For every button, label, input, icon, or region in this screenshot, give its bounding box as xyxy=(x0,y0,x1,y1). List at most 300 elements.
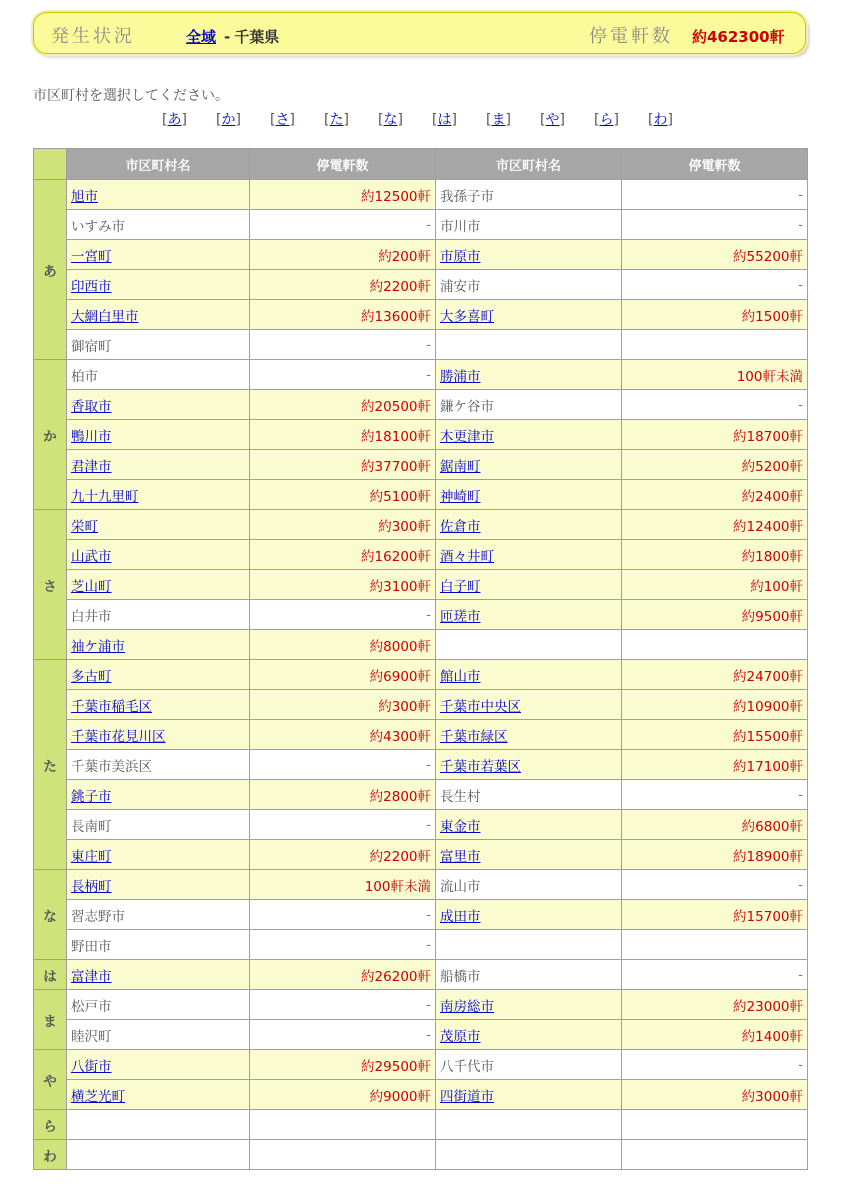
outage-count-cell xyxy=(622,180,808,210)
city-name: 柏市 xyxy=(71,368,98,385)
bracket-open: [ xyxy=(594,112,600,128)
city-name: 御宿町 xyxy=(71,338,112,355)
bracket-open: [ xyxy=(270,112,276,128)
city-link[interactable]: 白子町 xyxy=(440,578,481,595)
table-row xyxy=(34,360,808,390)
outage-count-value: 約23000軒 xyxy=(733,998,803,1015)
outage-count-cell xyxy=(250,1140,436,1170)
outage-count-value: 約2200軒 xyxy=(369,278,431,295)
city-name-cell xyxy=(436,300,622,330)
city-name-cell xyxy=(436,1050,622,1080)
outage-count-cell xyxy=(250,240,436,270)
outage-count-value: 約1500軒 xyxy=(741,308,803,325)
outage-count-cell xyxy=(250,810,436,840)
city-link[interactable]: 館山市 xyxy=(440,668,481,685)
outage-count-cell xyxy=(250,480,436,510)
city-link[interactable]: 鴨川市 xyxy=(71,428,112,445)
outage-count-cell xyxy=(622,720,808,750)
status-header-bar xyxy=(33,12,806,54)
outage-count-value: 約1400軒 xyxy=(741,1028,803,1045)
city-name-cell xyxy=(436,1020,622,1050)
city-name-cell xyxy=(67,1050,250,1080)
outage-count-cell xyxy=(622,420,808,450)
city-name: 松戸市 xyxy=(71,998,112,1015)
table-row xyxy=(34,570,808,600)
kana-nav-link[interactable]: あ xyxy=(167,112,182,128)
outage-count-value: - xyxy=(426,816,431,833)
outage-count-cell xyxy=(622,990,808,1020)
city-link[interactable]: 酒々井町 xyxy=(440,548,494,565)
outage-count-value: 約17100軒 xyxy=(733,758,803,775)
outage-count-cell xyxy=(250,300,436,330)
city-name-cell xyxy=(436,240,622,270)
table-row xyxy=(34,510,808,540)
outage-count-value: 約5200軒 xyxy=(741,458,803,475)
outage-count-cell xyxy=(622,840,808,870)
city-name-cell xyxy=(436,210,622,240)
city-link[interactable]: 袖ケ浦市 xyxy=(71,638,125,655)
kana-nav-item xyxy=(216,109,241,129)
table-row xyxy=(34,660,808,690)
kana-group-label: か xyxy=(34,360,67,510)
city-name-cell xyxy=(436,960,622,990)
city-name-cell xyxy=(436,390,622,420)
outage-count-cell xyxy=(622,570,808,600)
bracket-open: [ xyxy=(486,112,492,128)
outage-count-cell xyxy=(622,330,808,360)
outage-count-value: - xyxy=(426,366,431,383)
city-outage-table xyxy=(33,148,808,1170)
city-link[interactable]: 千葉市若葉区 xyxy=(440,758,521,775)
city-name-cell xyxy=(436,990,622,1020)
outage-count-cell xyxy=(622,360,808,390)
city-name-cell xyxy=(436,840,622,870)
city-name-cell xyxy=(67,390,250,420)
outage-count-cell xyxy=(250,1080,436,1110)
city-name-cell xyxy=(436,930,622,960)
city-link[interactable]: 南房総市 xyxy=(440,998,494,1015)
outage-count-cell xyxy=(250,630,436,660)
outage-count-cell xyxy=(250,1020,436,1050)
city-link[interactable]: 大網白里市 xyxy=(71,308,139,325)
outage-count-cell xyxy=(622,810,808,840)
city-name-cell xyxy=(67,750,250,780)
outage-count-value: 約20500軒 xyxy=(361,398,431,415)
city-name-cell xyxy=(436,540,622,570)
outage-count-value: 約300軒 xyxy=(378,518,431,535)
city-link[interactable]: 四街道市 xyxy=(440,1088,494,1105)
outage-count-cell xyxy=(622,270,808,300)
prefecture-name: 千葉県 xyxy=(234,28,280,46)
outage-count-cell xyxy=(250,750,436,780)
outage-count-cell xyxy=(622,1050,808,1080)
outage-count-cell xyxy=(622,450,808,480)
city-link[interactable]: 鋸南町 xyxy=(440,458,481,475)
area-all-link[interactable]: 全域 xyxy=(186,28,217,46)
outage-count-cell xyxy=(250,990,436,1020)
city-name-cell xyxy=(436,660,622,690)
city-name: 流山市 xyxy=(440,878,481,895)
outage-count-cell xyxy=(622,630,808,660)
city-link[interactable]: 君津市 xyxy=(71,458,112,475)
city-link[interactable]: 東庄町 xyxy=(71,848,112,865)
outage-count-value: 約9500軒 xyxy=(741,608,803,625)
table-row xyxy=(34,1110,808,1140)
table-row xyxy=(34,1140,808,1170)
city-name: 睦沢町 xyxy=(71,1028,112,1045)
outage-count-cell xyxy=(250,1050,436,1080)
outage-count-cell xyxy=(250,600,436,630)
city-link[interactable]: 東金市 xyxy=(440,818,481,835)
select-city-instruction: 市区町村を選択してください。 xyxy=(33,88,229,104)
outage-count-cell xyxy=(622,540,808,570)
bracket-open: [ xyxy=(540,112,546,128)
city-link[interactable]: 茂原市 xyxy=(440,1028,481,1045)
city-name: 我孫子市 xyxy=(440,188,494,205)
city-name-cell xyxy=(67,630,250,660)
kana-group-label: な xyxy=(34,870,67,960)
column-header-city-name-left: 市区町村名 xyxy=(67,149,250,180)
outage-count-cell xyxy=(250,210,436,240)
outage-count-value: 100軒未満 xyxy=(736,368,803,385)
city-link[interactable]: 大多喜町 xyxy=(440,308,494,325)
city-link[interactable]: 印西市 xyxy=(71,278,112,295)
kana-group-label: は xyxy=(34,960,67,990)
table-row xyxy=(34,780,808,810)
outage-count-value: 約15500軒 xyxy=(733,728,803,745)
bracket-close: ] xyxy=(613,112,619,128)
table-row xyxy=(34,930,808,960)
city-name-cell xyxy=(436,780,622,810)
table-row xyxy=(34,330,808,360)
city-link[interactable]: 神崎町 xyxy=(440,488,481,505)
city-name-cell xyxy=(67,990,250,1020)
city-name-cell xyxy=(436,600,622,630)
city-name-cell xyxy=(436,270,622,300)
outage-count-cell xyxy=(250,510,436,540)
city-name-cell xyxy=(67,420,250,450)
outage-count-value: - xyxy=(426,1026,431,1043)
outage-count-value: 約2400軒 xyxy=(741,488,803,505)
outage-count-value: 約1800軒 xyxy=(741,548,803,565)
city-link[interactable]: 旭市 xyxy=(71,188,98,205)
city-link[interactable]: 横芝光町 xyxy=(71,1088,125,1105)
city-name: 習志野市 xyxy=(71,908,125,925)
outage-count-cell xyxy=(250,840,436,870)
outage-count-value: - xyxy=(798,966,803,983)
city-name-cell xyxy=(67,960,250,990)
city-link[interactable]: 勝浦市 xyxy=(440,368,481,385)
city-name-cell xyxy=(67,840,250,870)
outage-count-cell xyxy=(250,270,436,300)
outage-count-cell xyxy=(250,1110,436,1140)
table-row xyxy=(34,450,808,480)
outage-count-value: 約9000軒 xyxy=(369,1088,431,1105)
city-name-cell xyxy=(67,600,250,630)
city-link[interactable]: 一宮町 xyxy=(71,248,112,265)
city-link[interactable]: 芝山町 xyxy=(71,578,112,595)
bracket-close: ] xyxy=(343,112,349,128)
outage-count-cell xyxy=(250,390,436,420)
kana-group-label: た xyxy=(34,660,67,870)
kana-nav-link[interactable]: ら xyxy=(599,112,614,128)
city-name-cell xyxy=(67,540,250,570)
table-row xyxy=(34,900,808,930)
city-link[interactable]: 匝瑳市 xyxy=(440,608,481,625)
city-name-cell xyxy=(67,780,250,810)
outage-count-cell xyxy=(622,1110,808,1140)
city-name-cell xyxy=(67,900,250,930)
outage-count-value: 約3000軒 xyxy=(741,1088,803,1105)
outage-count-value: 約26200軒 xyxy=(361,968,431,985)
outage-count-value: 約16200軒 xyxy=(361,548,431,565)
outage-count-value: - xyxy=(426,756,431,773)
outage-count-cell xyxy=(622,1080,808,1110)
outage-count-value: - xyxy=(426,606,431,623)
city-link[interactable]: 銚子市 xyxy=(71,788,112,805)
bracket-close: ] xyxy=(235,112,241,128)
outage-count-value: 約29500軒 xyxy=(361,1058,431,1075)
bracket-open: [ xyxy=(432,112,438,128)
table-row xyxy=(34,1050,808,1080)
outage-count-value: 約12400軒 xyxy=(733,518,803,535)
kana-group-label: や xyxy=(34,1050,67,1110)
outage-count-cell xyxy=(622,480,808,510)
city-link[interactable]: 山武市 xyxy=(71,548,112,565)
city-link[interactable]: 多古町 xyxy=(71,668,112,685)
city-name-cell xyxy=(67,570,250,600)
table-row xyxy=(34,870,808,900)
city-name-cell xyxy=(67,1140,250,1170)
outage-count-cell xyxy=(250,720,436,750)
city-link[interactable]: 長柄町 xyxy=(71,878,112,895)
city-link[interactable]: 八街市 xyxy=(71,1058,112,1075)
outage-count-cell xyxy=(622,960,808,990)
kana-nav-link[interactable]: ま xyxy=(491,112,506,128)
outage-count-cell xyxy=(622,660,808,690)
city-name-cell xyxy=(67,1080,250,1110)
outage-count-cell xyxy=(622,510,808,540)
kana-nav-item xyxy=(594,109,619,129)
city-name-cell xyxy=(67,240,250,270)
city-link[interactable]: 市原市 xyxy=(440,248,481,265)
outage-count-value: 約15700軒 xyxy=(733,908,803,925)
outage-count-value: - xyxy=(798,1056,803,1073)
outage-count-value: - xyxy=(426,906,431,923)
city-name: 浦安市 xyxy=(440,278,481,295)
outage-count-value: 約3100軒 xyxy=(369,578,431,595)
city-name-cell xyxy=(67,720,250,750)
city-name-cell xyxy=(436,420,622,450)
outage-count-cell xyxy=(250,870,436,900)
city-name-cell xyxy=(67,330,250,360)
city-name-cell xyxy=(67,1020,250,1050)
outage-count-cell xyxy=(250,930,436,960)
outage-count-value: 約55200軒 xyxy=(733,248,803,265)
outage-count-value: 約24700軒 xyxy=(733,668,803,685)
column-header-outage-count-left: 停電軒数 xyxy=(250,149,436,180)
city-link[interactable]: 千葉市中央区 xyxy=(440,698,521,715)
outage-count-value: 約37700軒 xyxy=(361,458,431,475)
city-name-cell xyxy=(436,180,622,210)
city-link[interactable]: 成田市 xyxy=(440,908,481,925)
outage-count-cell xyxy=(622,870,808,900)
city-link[interactable]: 富津市 xyxy=(71,968,112,985)
city-name-cell xyxy=(67,480,250,510)
city-name-cell xyxy=(436,360,622,390)
kana-nav-link[interactable]: わ xyxy=(653,112,668,128)
table-row xyxy=(34,600,808,630)
city-name-cell xyxy=(67,690,250,720)
city-name-cell xyxy=(67,210,250,240)
bracket-open: [ xyxy=(162,112,168,128)
city-name-cell xyxy=(436,690,622,720)
city-name-cell xyxy=(67,510,250,540)
outage-count-cell xyxy=(250,360,436,390)
outage-count-cell xyxy=(622,900,808,930)
city-name-cell xyxy=(436,450,622,480)
outage-count-value: 約12500軒 xyxy=(361,188,431,205)
kana-group-label: ま xyxy=(34,990,67,1050)
bracket-close: ] xyxy=(181,112,187,128)
kana-nav-link[interactable]: は xyxy=(437,112,452,128)
city-name: 長南町 xyxy=(71,818,112,835)
city-name-cell xyxy=(436,1140,622,1170)
bracket-close: ] xyxy=(289,112,295,128)
column-header-city-name-right: 市区町村名 xyxy=(436,149,622,180)
outage-count-cell xyxy=(622,750,808,780)
table-header-row xyxy=(34,149,808,180)
city-link[interactable]: 佐倉市 xyxy=(440,518,481,535)
city-name: いすみ市 xyxy=(71,218,125,235)
outage-count-value: 約300軒 xyxy=(378,698,431,715)
kana-nav-item xyxy=(162,109,187,129)
outage-count-cell xyxy=(622,780,808,810)
outage-count-cell xyxy=(250,420,436,450)
city-link[interactable]: 栄町 xyxy=(71,518,98,535)
outage-count-cell xyxy=(622,240,808,270)
kana-group-label: さ xyxy=(34,510,67,660)
bracket-close: ] xyxy=(397,112,403,128)
kana-nav-link[interactable]: や xyxy=(545,112,560,128)
city-name-cell xyxy=(67,1110,250,1140)
city-name: 長生村 xyxy=(440,788,481,805)
kana-nav-item xyxy=(324,109,349,129)
city-name-cell xyxy=(67,450,250,480)
kana-nav-link[interactable]: な xyxy=(383,112,398,128)
city-name-cell xyxy=(436,1080,622,1110)
kana-group-label: あ xyxy=(34,180,67,360)
kana-index-nav xyxy=(162,109,682,131)
table-row xyxy=(34,210,808,240)
city-name-cell xyxy=(436,900,622,930)
city-name: 船橋市 xyxy=(440,968,481,985)
city-name-cell xyxy=(436,870,622,900)
kana-nav-item xyxy=(270,109,295,129)
outage-count-value: 約8000軒 xyxy=(369,638,431,655)
outage-count-value: - xyxy=(798,216,803,233)
kana-nav-link[interactable]: か xyxy=(221,112,236,128)
outage-count-value: 約100軒 xyxy=(750,578,803,595)
outage-count-value: 約4300軒 xyxy=(369,728,431,745)
city-name: 千葉市美浜区 xyxy=(71,758,152,775)
status-label: 発生状況 xyxy=(51,26,135,47)
outage-count-value: 約2800軒 xyxy=(369,788,431,805)
table-row xyxy=(34,840,808,870)
table-row xyxy=(34,720,808,750)
city-name-cell xyxy=(67,360,250,390)
table-row xyxy=(34,810,808,840)
city-link[interactable]: 千葉市緑区 xyxy=(440,728,508,745)
column-header-outage-count-right: 停電軒数 xyxy=(622,149,808,180)
outage-count-cell xyxy=(250,570,436,600)
table-row xyxy=(34,1080,808,1110)
table-row xyxy=(34,630,808,660)
outage-count-value: - xyxy=(798,276,803,293)
outage-count-value: - xyxy=(798,186,803,203)
kana-nav-item xyxy=(648,109,673,129)
table-row xyxy=(34,540,808,570)
table-row xyxy=(34,300,808,330)
city-name: 鎌ケ谷市 xyxy=(440,398,494,415)
city-name: 八千代市 xyxy=(440,1058,494,1075)
city-name-cell xyxy=(67,870,250,900)
kana-nav-link[interactable]: た xyxy=(329,112,344,128)
outage-count-value: - xyxy=(426,336,431,353)
city-name-cell xyxy=(67,810,250,840)
outage-count-value: - xyxy=(798,786,803,803)
outage-count-value: - xyxy=(426,936,431,953)
outage-count-cell xyxy=(622,1140,808,1170)
city-link[interactable]: 千葉市花見川区 xyxy=(71,728,166,745)
outage-count-value: - xyxy=(426,996,431,1013)
bracket-open: [ xyxy=(648,112,654,128)
city-link[interactable]: 千葉市稲毛区 xyxy=(71,698,152,715)
table-row xyxy=(34,960,808,990)
outage-count-cell xyxy=(622,390,808,420)
bracket-close: ] xyxy=(451,112,457,128)
outage-count-value: 約2200軒 xyxy=(369,848,431,865)
outage-count-value: 約18700軒 xyxy=(733,428,803,445)
prefecture-label xyxy=(223,26,279,47)
kana-nav-link[interactable]: さ xyxy=(275,112,290,128)
kana-nav-item xyxy=(486,109,511,129)
table-row xyxy=(34,240,808,270)
city-link[interactable]: 富里市 xyxy=(440,848,481,865)
city-name: 白井市 xyxy=(71,608,112,625)
city-link[interactable]: 木更津市 xyxy=(440,428,494,445)
city-name-cell xyxy=(436,630,622,660)
bracket-open: [ xyxy=(324,112,330,128)
outage-count-cell xyxy=(250,660,436,690)
city-name-cell xyxy=(67,930,250,960)
kana-nav-item xyxy=(540,109,565,129)
city-name-cell xyxy=(67,180,250,210)
city-link[interactable]: 九十九里町 xyxy=(71,488,139,505)
bracket-open: [ xyxy=(216,112,222,128)
outage-count-cell xyxy=(250,780,436,810)
city-name-cell xyxy=(67,270,250,300)
header-corner xyxy=(34,149,67,180)
table-row xyxy=(34,750,808,780)
outage-count-cell xyxy=(250,450,436,480)
outage-count-value: 約13600軒 xyxy=(361,308,431,325)
city-link[interactable]: 香取市 xyxy=(71,398,112,415)
kana-group-label: わ xyxy=(34,1140,67,1170)
table-row xyxy=(34,420,808,450)
outage-count-value: - xyxy=(426,216,431,233)
table-row xyxy=(34,690,808,720)
